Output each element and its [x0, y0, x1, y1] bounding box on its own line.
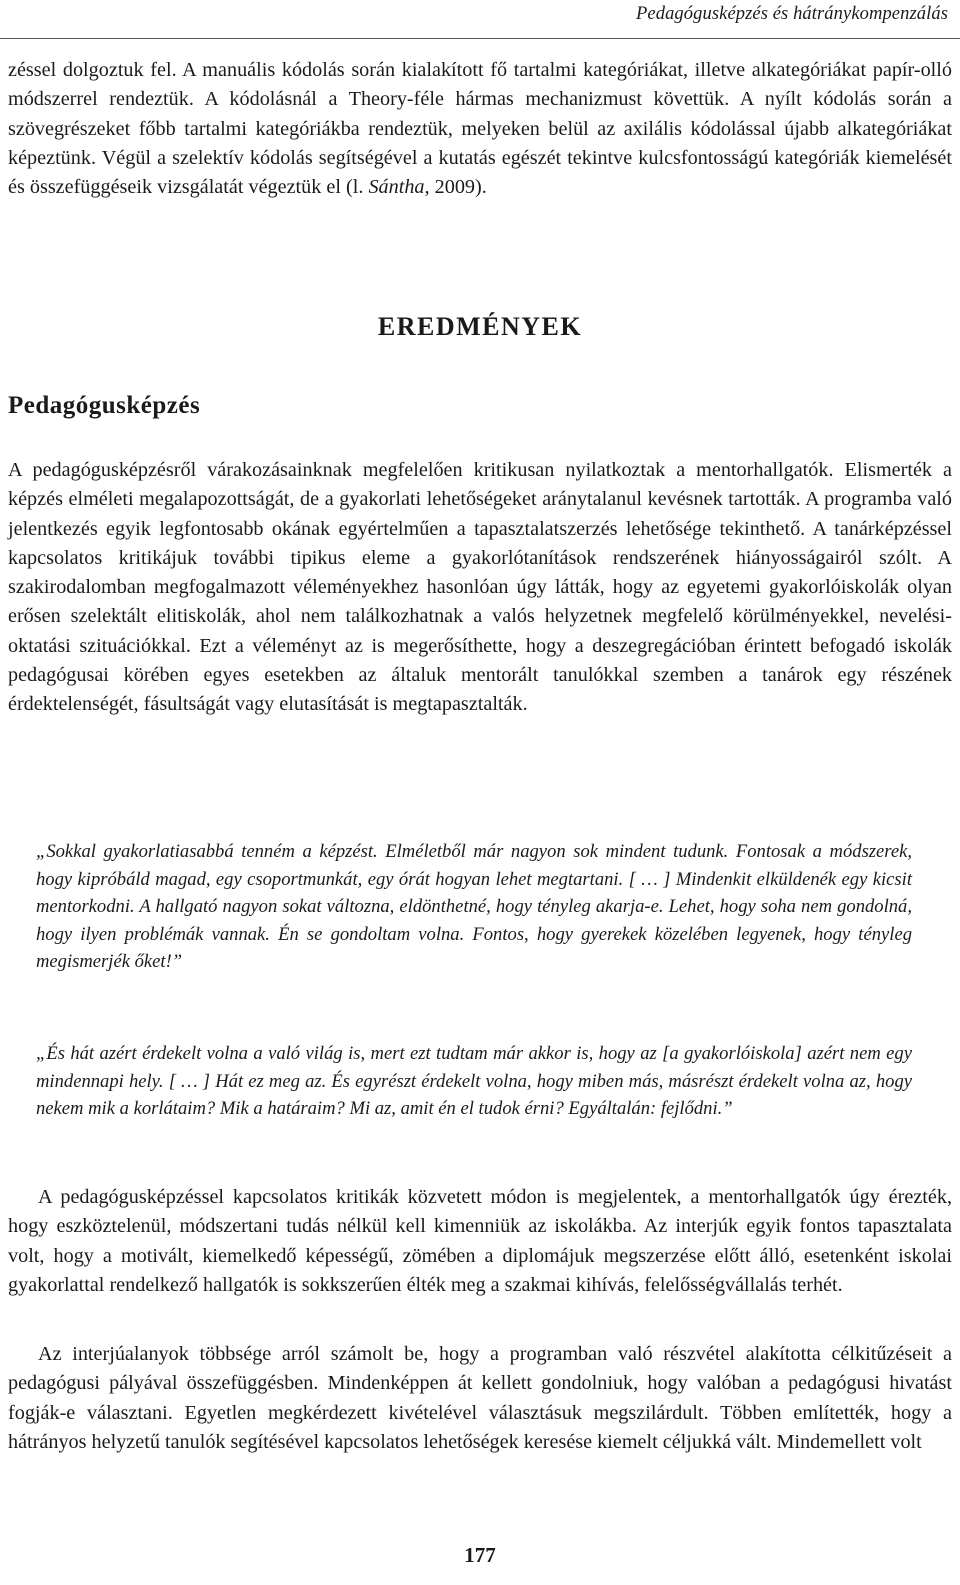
body-paragraph-2: A pedagógusképzéssel kapcsolatos kritikák közvetett módon is megjelentek, a mentorhallgatók úgy érezték, hogy eszköztelenül, módszertani tudás nélkül kell kimenniük az iskolákba. Az interjúk egyik fontos tapasztalata volt, hogy a motivált, kiemelkedő képességű, zömében a diplomájuk megszerzése előtt álló, esetenként iskolai gyakorlattal rendelkező hallgatók is sokkszerűen élték meg a szakmai kihívás, felelősségvállalás terhét. — [8, 1186, 952, 1296]
subsection-heading: Pedagógusképzés — [8, 392, 201, 419]
body-paragraph-3: Az interjúalanyok többsége arról számolt be, hogy a programban való részvétel alakította célkitűzéseit a pedagógusi pályával összefüggésben. Mindenképpen át kellett gondolniuk, hogy valóban a pedagógusi hivatást fogják-e választani. Egyetlen megkérdezett kivételével választásuk megszilárdult. Többen említették, hogy a hátrányos helyzetű tanulók segítésével kapcsolatos lehetőségek keresése kiemelt céljukká vált. Mindemellett volt — [8, 1343, 952, 1453]
running-header — [0, 0, 960, 34]
header-rule — [0, 38, 960, 39]
page-number: 177 — [464, 1543, 496, 1567]
citation-author: Sántha — [368, 176, 425, 199]
intro-paragraph — [8, 56, 952, 202]
interview-quote-2: „És hát azért érdekelt volna a való világ is, mert ezt tudtam már akkor is, hogy az [a gyakorlóiskola] azért nem egy mindennapi hely. [ … ] Hát ez meg az. És egyrészt érdekelt volna, hogy miben más, másrészt érdekelt volna az, hogy nekem mik a korlátaim? Mik a határaim? Mi az, amit én el tudok érni? Egyáltalán: fejlődni.” — [36, 1043, 912, 1119]
section-heading: EREDMÉNYEK — [377, 312, 583, 341]
intro-text: zéssel dolgoztuk fel. A manuális kódolás során kialakított fő tartalmi kategóriákat, illetve alkategóriákat papír-olló módszerrel rendeztük. A kódolásnál a Theory-féle hármas mechanizmust követtük. A nyílt kódolás során a szövegrészeket főbb tartalmi kategóriákba rendeztük, melyeken belül az axilális kódolással újabb alkategóriákat képeztünk. Végül a szelektív kódolás segítségével a kutatás egészét tekintve kulcsfontosságú kategóriák kiemelését és összefüggéseik vizsgálatát végeztük el (l. — [8, 59, 952, 199]
running-title: Pedagógusképzés és hátránykompenzálás — [636, 4, 948, 24]
body-paragraph-1: A pedagógusképzésről várakozásainknak megfelelően kritikusan nyilatkoztak a mentorhallgatók. Elismerték a képzés elméleti megalapozottságát, de a gyakorlati lehetőségeket aránytalanul kevésnek tartották. A programba való jelentkezés egyik legfontosabb okának egyértelműen a tapasztalatszerzés lehetősége tekinthető. A tanárképzéssel kapcsolatos kritikájuk további tipikus eleme a gyakorlótanítások rendszerének hiányosságairól szólt. A szakirodalomban megfogalmazott véleményekhez hasonlóan úgy látták, hogy az egyetemi gyakorlóiskolák olyan erősen szelektált elitiskolák, ahol nem találkozhatnak a valós helyzetnek megfelelő körülményekkel, nevelési-oktatási szituációkkal. Ezt a véleményt az is megerősíthette, hogy a deszegregációban érintett befogadó iskolák pedagógusai körében egyes esetekben az általuk mentorált tanulókkal szemben a tanárok egy részének érdektelenségét, fásultságát vagy elutasítását is megtapasztalták. — [8, 459, 952, 716]
interview-quote-1: „Sokkal gyakorlatiasabbá tenném a képzést. Elméletből már nagyon sok mindent tudunk. Fontosak a módszerek, hogy kipróbáld magad, egy csoportmunkát, egy órát hogyan lehet megtartani. [ … ] Mindenkit elküldenék egy kicsit mentorkodni. A hallgató nagyon sokat változna, eldönthetné, hogy tényleg akarja-e. Lehet, hogy soha nem gondolná, hogy ilyen problémák vannak. Én se gondoltam volna. Fontos, hogy gyerekek közelében legyenek, hogy tényleg megismerjék őket!” — [36, 841, 912, 972]
citation-year: , 2009). — [424, 176, 487, 199]
